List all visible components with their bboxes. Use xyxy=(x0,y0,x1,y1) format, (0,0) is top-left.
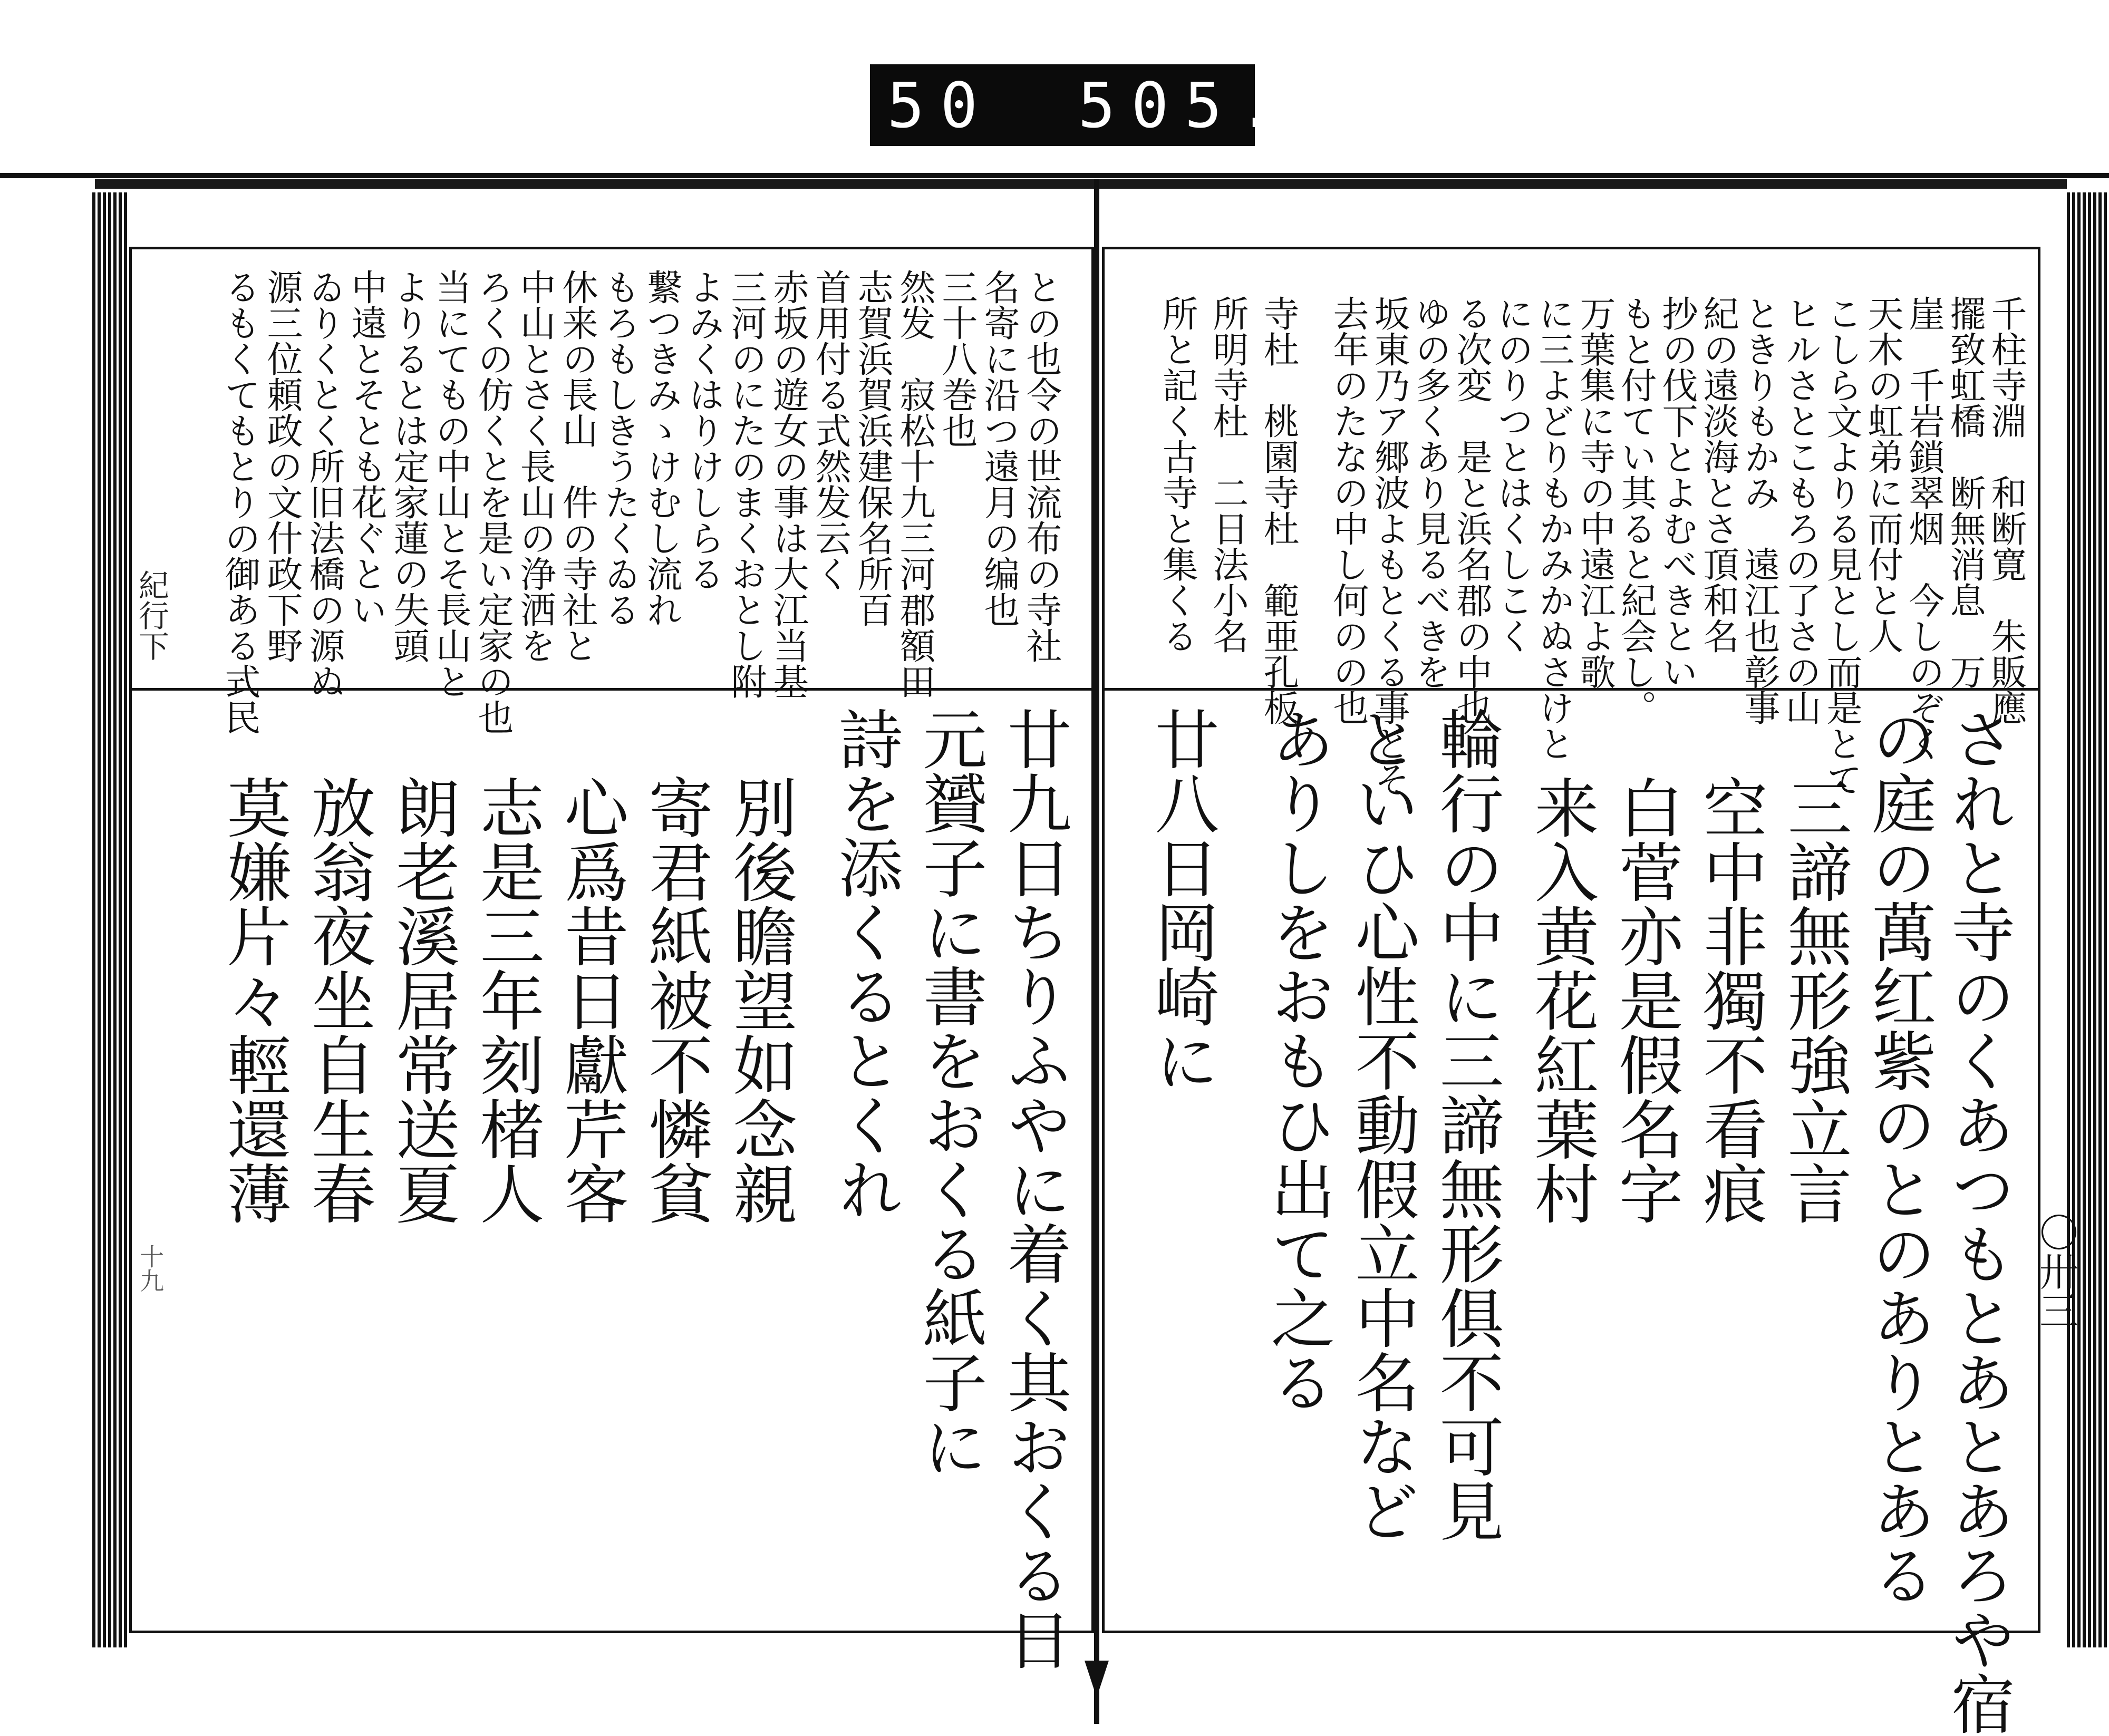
poem-line: 来入黄花紅葉村 xyxy=(1524,775,1599,1225)
headnote-line: 然发 寂松十九三河郡額田 xyxy=(894,269,935,699)
headnote-line: 紀の遠淡海とさ頂和名 xyxy=(1697,295,1739,654)
running-title: 紀行下 xyxy=(133,569,169,661)
main-text-line: 詩を添くるとくれ xyxy=(828,706,903,1221)
main-text-line: の庭の萬红紫のとのありとある xyxy=(1861,706,1936,1607)
headnote-line: 坂東乃ア郷波よもとくる事とそ xyxy=(1368,295,1410,797)
headnote-line: との也令の世流布の寺社 xyxy=(1020,269,1062,663)
headnote-line: 源三位頼政の文什政下野 xyxy=(261,269,303,663)
headnote-line: よりるとは定家蓮の失頭 xyxy=(388,269,429,663)
headnote-line: 中山とさく長山の浄洒を xyxy=(514,269,556,663)
headnote-line: に三よどりもかみかぬさけと xyxy=(1533,295,1574,761)
headnote-line: 中遠とそとも花ぐとい xyxy=(345,269,387,627)
headnote-line: こしら文よりる見とし而是とて xyxy=(1821,295,1862,797)
headnote-line: 志賀浜賀浜建保名所百 xyxy=(852,269,893,627)
headnote-line: 三十八巻也 xyxy=(936,269,978,448)
headnote-line: るもくてもとりの御ある式民 xyxy=(219,269,260,735)
poem-line: 三諦無形強立言 xyxy=(1777,775,1852,1225)
poem-line: 寄君紙被不憐貧 xyxy=(638,775,713,1225)
book-left-edge xyxy=(92,192,129,1647)
headnote-line: ヒルさとこもろの了さの山 xyxy=(1779,295,1821,725)
headnote-line: ときりもかみ 遠江也彰事 xyxy=(1738,295,1780,725)
headnote-line: 赤坂の遊女の事は大江当基 xyxy=(767,269,809,699)
headnote-line: もろもしきうたくゐる xyxy=(598,269,640,627)
headnote-line: 三河のにたのまくおとし附 xyxy=(725,269,767,699)
headnote-line: ゆの多くあり見るべきを xyxy=(1409,295,1451,690)
headnote-line: 繋つきみゝけむし流れ xyxy=(641,269,682,627)
headnote-line: 抄の伐下とよむべきとい xyxy=(1656,295,1698,690)
headnote-line: 擺致虹橋 断無消息 万 xyxy=(1944,295,1986,690)
book-spine xyxy=(1094,179,1099,1724)
date-heading: 廿九日ちりふやに着く其おくる日 xyxy=(997,706,1071,1671)
spine-arrow-marker xyxy=(1085,1661,1109,1698)
film-frame-right: 505. xyxy=(1078,69,1291,142)
headnote-line: ゐりくとく所旧法橋の源ぬ xyxy=(303,269,345,699)
poem-line: 心爲昔日獻芹客 xyxy=(554,775,628,1225)
headnote-line: ろくの仿くとを是い定家の也 xyxy=(472,269,514,735)
scan-top-rule xyxy=(0,173,2109,178)
headnote-line: 千柱寺淵 和断寛 朱販應 xyxy=(1985,295,2027,725)
headnote-line: 首用付る式然发云く xyxy=(809,269,851,591)
headnote-line: 名寄に沿つ遠月の编也 xyxy=(978,269,1020,627)
book-right-edge xyxy=(2067,192,2109,1647)
poem-line: 志是三年刻楮人 xyxy=(469,775,544,1225)
poem-line: 放翁夜坐自生春 xyxy=(301,775,375,1225)
date-heading: 廿八日岡崎に xyxy=(1144,706,1219,1092)
headnote-line: 所明寺杜 二日法小名 xyxy=(1207,295,1249,654)
poem-line: 朗老溪居常送夏 xyxy=(385,775,460,1225)
left-headnote-rule xyxy=(129,688,1091,691)
headnote-line: 去年のたなの中し何のの也 xyxy=(1327,295,1369,725)
film-frame-label xyxy=(834,64,1291,146)
main-text-line: 輪行の中に三諦無形俱不可見 xyxy=(1429,706,1504,1543)
headnote-line: 崖 千岩鎖翠烟 今しのぞく xyxy=(1903,295,1944,761)
headnote-line: 万葉集に寺の中遠江よ歌 xyxy=(1574,295,1615,690)
page-number: 〇卅三 xyxy=(2033,1213,2078,1330)
main-text-line: 元贇子に書をおくる紙子に xyxy=(912,706,987,1478)
headnote-line: よみくはりけしらる xyxy=(683,269,724,591)
main-text-line: されと寺のくあつもとあとあろや宿 xyxy=(1940,706,2015,1735)
left-folio-mark: 十九 xyxy=(136,1244,165,1293)
headnote-line: 当にてもの中山とそ長山と xyxy=(430,269,471,699)
headnote-line: る次変 是と浜名郡の中也 xyxy=(1450,295,1492,725)
poem-line: 別後瞻望如念親 xyxy=(722,775,797,1225)
main-text-line: ありしをおもひ出て之る xyxy=(1260,706,1335,1414)
headnote-line: 天木の虹弟に而付と人 xyxy=(1862,295,1903,654)
headnote-line: もと付てい其ると紀会し。 xyxy=(1615,295,1657,725)
headnote-line: 休来の長山 件の寺社と xyxy=(556,269,598,663)
poem-line: 空中非獨不看痕 xyxy=(1692,775,1767,1225)
headnote-line: 所と記く古寺と集くる xyxy=(1156,295,1198,654)
poem-line: 莫嫌片々輕還薄 xyxy=(216,775,291,1225)
main-text-line: といひ心性不動假立中名など xyxy=(1344,706,1419,1543)
poem-line: 白菅亦是假名字 xyxy=(1608,775,1683,1225)
headnote-line: にのりつとはくしこく xyxy=(1492,295,1533,654)
book-top-edge xyxy=(95,179,2067,189)
headnote-line: 寺杜 桃園寺杜 範亜孔板 xyxy=(1257,295,1299,725)
film-frame-left: 450 xyxy=(834,69,994,142)
